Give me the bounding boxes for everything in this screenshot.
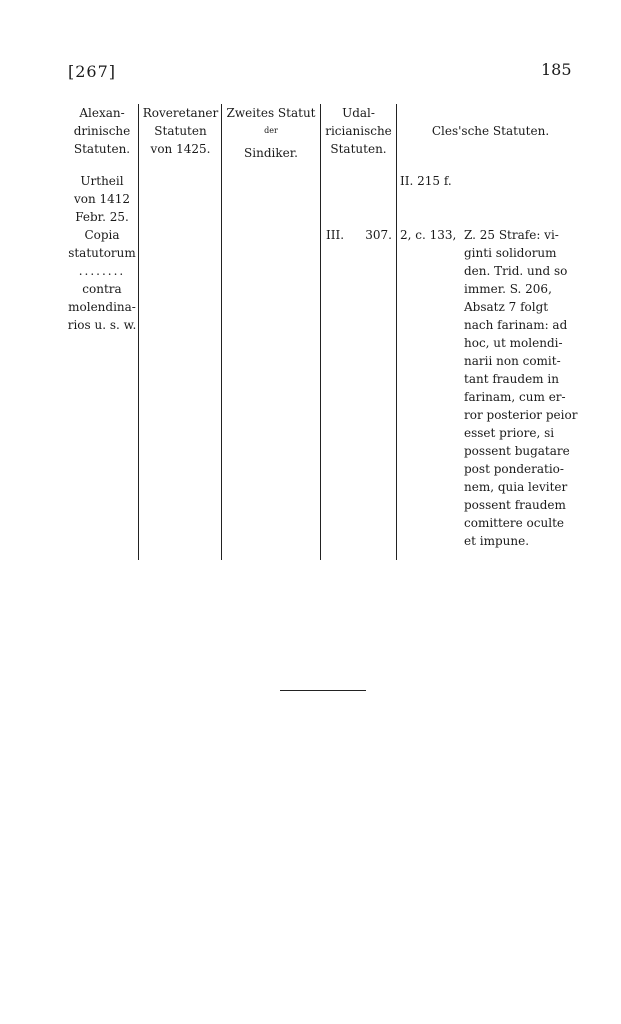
entry-udalricianische-volume: III.	[326, 228, 345, 242]
page-number: 185	[541, 60, 572, 79]
entry-line: post ponderatio-	[464, 462, 564, 476]
header-clessche: Cles'sche Statuten.	[431, 124, 550, 138]
page-number-bracketed: [267]	[68, 62, 117, 81]
entry-clessche-second	[400, 226, 583, 550]
header-udalricianische	[321, 104, 396, 158]
entry-line: farinam, cum er-	[464, 390, 566, 404]
entry-line: possent fraudem	[464, 498, 566, 512]
entry-line: Copia	[84, 228, 120, 242]
entry-alexandrinische	[64, 172, 140, 334]
entry-line: statutorum	[68, 246, 136, 260]
header-line: ricianische	[325, 124, 392, 138]
header-line: Roveretaner	[142, 106, 219, 120]
entry-line: Febr. 25.	[75, 210, 129, 224]
entry-udalricianische-page: 307.	[365, 228, 392, 242]
entry-line: narii non comit-	[464, 354, 561, 368]
entry-line: nem, quia leviter	[464, 480, 568, 494]
header-line: Alexan-	[79, 106, 125, 120]
entry-line: contra	[82, 282, 122, 296]
entry-line: ginti solidorum	[464, 246, 557, 260]
entry-line: hoc, ut molendi-	[464, 336, 563, 350]
header-line: drinische	[73, 124, 131, 138]
entry-line: molendina-	[68, 300, 136, 314]
header-line: Statuten.	[330, 142, 387, 156]
entry-line: esset priore, si	[464, 426, 555, 440]
header-zweites-statut	[222, 104, 320, 162]
entry-line: comittere oculte	[464, 516, 564, 530]
header-line: Udal-	[342, 106, 375, 120]
column-rule-2	[221, 104, 222, 560]
entry-first-line	[400, 226, 583, 244]
header-line: Sindiker.	[244, 146, 298, 160]
entry-line: rios u. s. w.	[67, 318, 137, 332]
header-line: Statuten	[154, 124, 207, 138]
header-line: von 1425.	[150, 142, 211, 156]
entry-line: Absatz 7 folgt	[464, 300, 549, 314]
entry-line: nach farinam: ad	[464, 318, 568, 332]
entry-reference: 2, c. 133,	[400, 228, 457, 242]
column-rule-3	[320, 104, 321, 560]
entry-clessche-first: II. 215 f.	[400, 174, 452, 188]
entry-line: possent bugatare	[464, 444, 570, 458]
header-line: Zweites Statut	[226, 106, 316, 120]
header-alexandrinische	[66, 104, 138, 158]
header-line: Statuten.	[73, 142, 131, 156]
entry-line: Z. 25 Strafe: vi-	[464, 228, 559, 242]
entry-line: von 1412	[73, 192, 131, 206]
entry-line: Urtheil	[80, 174, 124, 188]
entry-line: tant fraudem in	[464, 372, 559, 386]
column-rule-4	[396, 104, 397, 560]
entry-line: immer. S. 206,	[464, 282, 552, 296]
ellipsis-line: ........	[78, 264, 126, 278]
header-line-small: der	[264, 126, 278, 135]
entry-line: den. Trid. und so	[464, 264, 568, 278]
entry-line: et impune.	[464, 534, 530, 548]
entry-line: ror posterior peior	[464, 408, 578, 422]
header-roveretaner	[140, 104, 221, 158]
section-end-rule	[280, 690, 366, 691]
